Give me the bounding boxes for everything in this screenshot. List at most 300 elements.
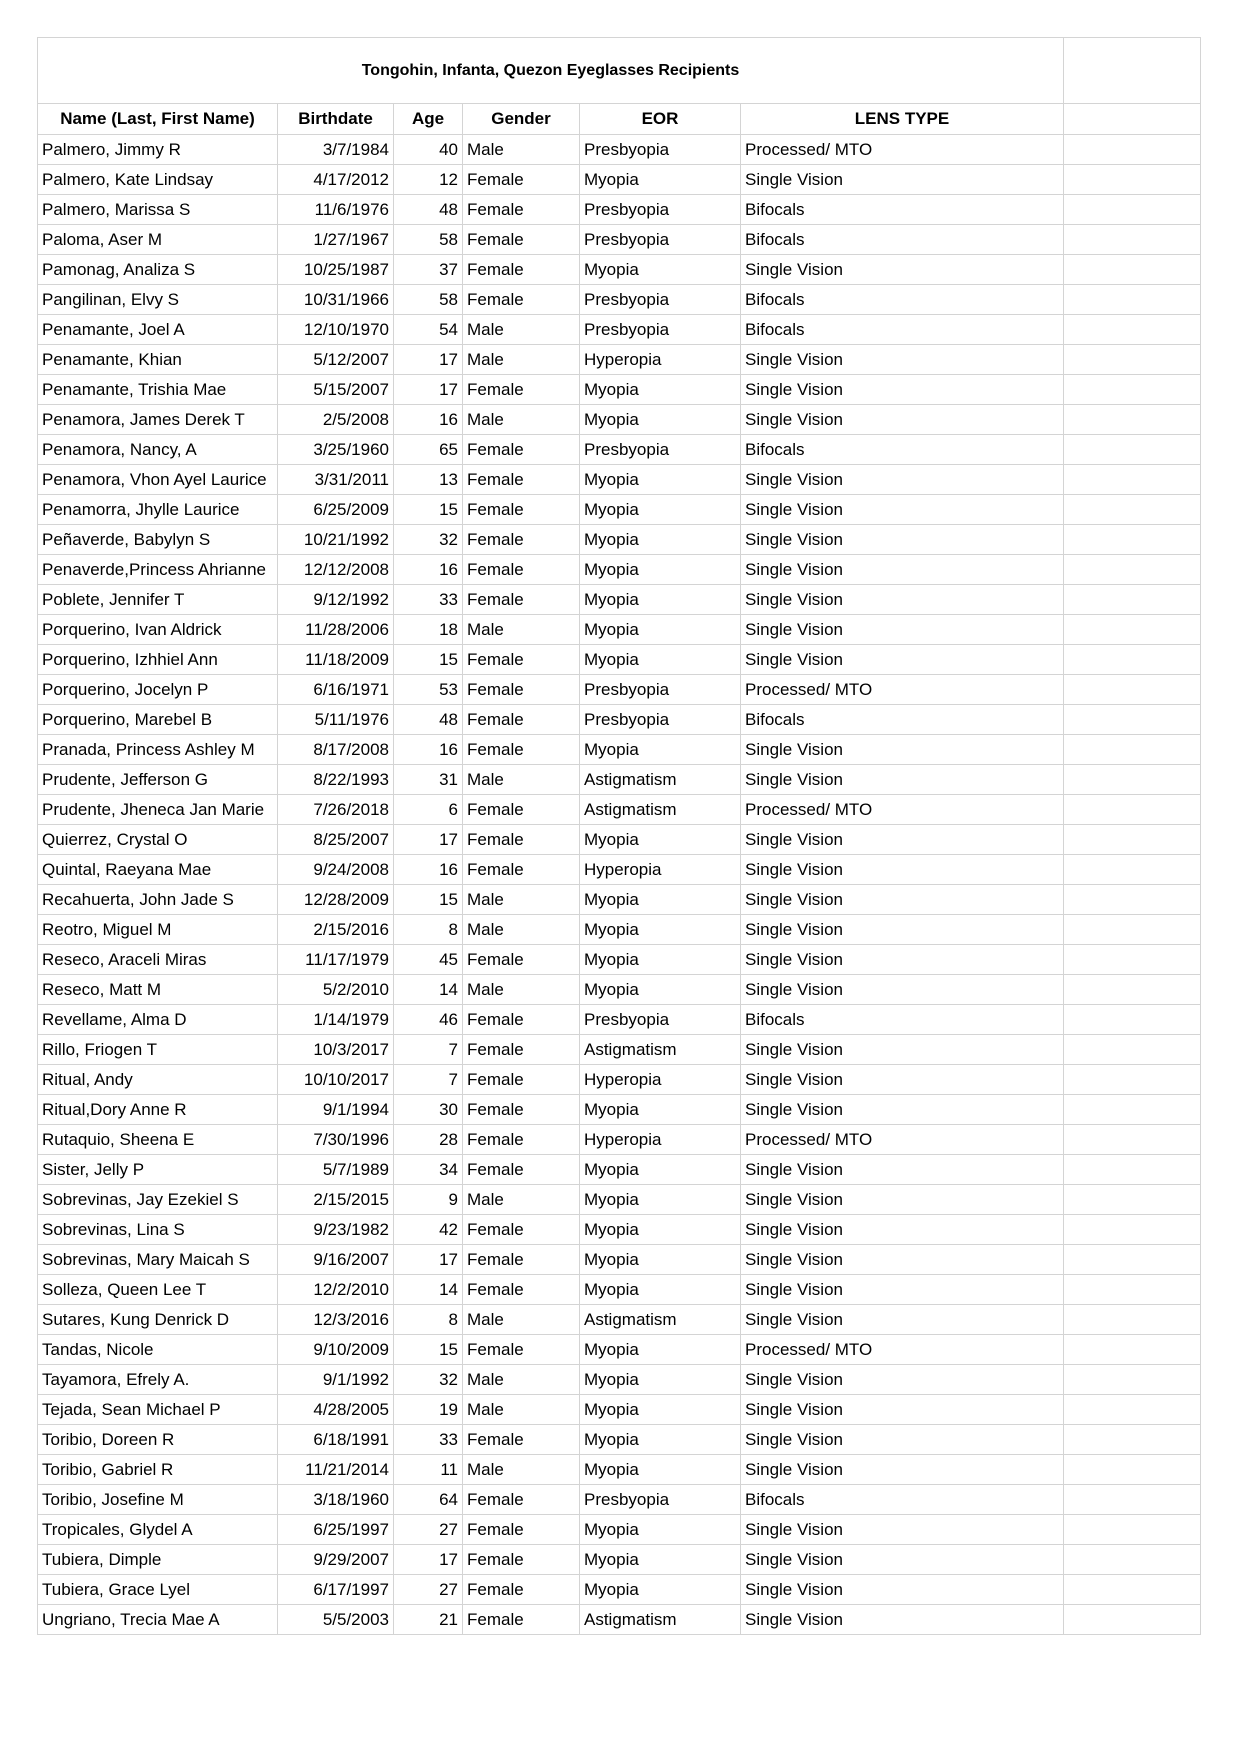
empty-cell: [1064, 1425, 1201, 1455]
eor-cell: Myopia: [580, 1185, 741, 1215]
empty-cell: [1064, 1305, 1201, 1335]
lens-type-cell: Single Vision: [741, 1275, 1064, 1305]
lens-type-cell: Processed/ MTO: [741, 1125, 1064, 1155]
name-cell: Palmero, Kate Lindsay: [38, 165, 278, 195]
empty-cell: [1064, 795, 1201, 825]
age-cell: 27: [394, 1515, 463, 1545]
age-cell: 58: [394, 225, 463, 255]
empty-cell: [1064, 1365, 1201, 1395]
age-cell: 15: [394, 1335, 463, 1365]
gender-cell: Female: [463, 1215, 580, 1245]
age-cell: 7: [394, 1035, 463, 1065]
lens-type-cell: Single Vision: [741, 1035, 1064, 1065]
age-cell: 40: [394, 135, 463, 165]
table-row: [38, 705, 1201, 735]
column-header-age: Age: [394, 104, 463, 135]
name-cell: Sutares, Kung Denrick D: [38, 1305, 278, 1335]
gender-cell: Female: [463, 195, 580, 225]
gender-cell: Female: [463, 1515, 580, 1545]
gender-cell: Female: [463, 1575, 580, 1605]
eor-cell: Hyperopia: [580, 855, 741, 885]
lens-type-cell: Single Vision: [741, 165, 1064, 195]
eor-cell: Myopia: [580, 1095, 741, 1125]
empty-cell: [1064, 255, 1201, 285]
name-cell: Toribio, Gabriel R: [38, 1455, 278, 1485]
age-cell: 30: [394, 1095, 463, 1125]
empty-cell: [1064, 165, 1201, 195]
lens-type-cell: Single Vision: [741, 1425, 1064, 1455]
birthdate-cell: 11/21/2014: [278, 1455, 394, 1485]
table-row: [38, 1275, 1201, 1305]
empty-cell: [1064, 855, 1201, 885]
birthdate-cell: 3/7/1984: [278, 135, 394, 165]
lens-type-cell: Processed/ MTO: [741, 795, 1064, 825]
name-cell: Penamante, Trishia Mae: [38, 375, 278, 405]
column-header-name: Name (Last, First Name): [38, 104, 278, 135]
gender-cell: Male: [463, 1185, 580, 1215]
empty-cell: [1064, 525, 1201, 555]
empty-cell: [1064, 104, 1201, 135]
name-cell: Ritual,Dory Anne R: [38, 1095, 278, 1125]
name-cell: Pangilinan, Elvy S: [38, 285, 278, 315]
gender-cell: Male: [463, 315, 580, 345]
lens-type-cell: Bifocals: [741, 1485, 1064, 1515]
lens-type-cell: Single Vision: [741, 255, 1064, 285]
empty-cell: [1064, 435, 1201, 465]
lens-type-cell: Single Vision: [741, 735, 1064, 765]
empty-cell: [1064, 1455, 1201, 1485]
table-row: [38, 345, 1201, 375]
empty-cell: [1064, 375, 1201, 405]
birthdate-cell: 9/29/2007: [278, 1545, 394, 1575]
gender-cell: Male: [463, 405, 580, 435]
eor-cell: Presbyopia: [580, 705, 741, 735]
name-cell: Solleza, Queen Lee T: [38, 1275, 278, 1305]
lens-type-cell: Single Vision: [741, 1185, 1064, 1215]
age-cell: 16: [394, 405, 463, 435]
lens-type-cell: Single Vision: [741, 375, 1064, 405]
gender-cell: Female: [463, 375, 580, 405]
birthdate-cell: 11/6/1976: [278, 195, 394, 225]
table-row: [38, 1125, 1201, 1155]
eor-cell: Myopia: [580, 615, 741, 645]
gender-cell: Female: [463, 945, 580, 975]
table-row: [38, 465, 1201, 495]
lens-type-cell: Bifocals: [741, 285, 1064, 315]
empty-cell: [1064, 1065, 1201, 1095]
age-cell: 15: [394, 645, 463, 675]
empty-cell: [1064, 1575, 1201, 1605]
table-row: [38, 615, 1201, 645]
birthdate-cell: 9/16/2007: [278, 1245, 394, 1275]
empty-cell: [1064, 825, 1201, 855]
birthdate-cell: 5/5/2003: [278, 1605, 394, 1635]
lens-type-cell: Single Vision: [741, 465, 1064, 495]
empty-cell: [1064, 885, 1201, 915]
table-row: [38, 1605, 1201, 1635]
lens-type-cell: Single Vision: [741, 1575, 1064, 1605]
birthdate-cell: 7/30/1996: [278, 1125, 394, 1155]
table-row: [38, 1365, 1201, 1395]
eor-cell: Myopia: [580, 465, 741, 495]
name-cell: Rillo, Friogen T: [38, 1035, 278, 1065]
birthdate-cell: 5/11/1976: [278, 705, 394, 735]
gender-cell: Female: [463, 165, 580, 195]
gender-cell: Female: [463, 1125, 580, 1155]
birthdate-cell: 10/25/1987: [278, 255, 394, 285]
birthdate-cell: 7/26/2018: [278, 795, 394, 825]
table-row: [38, 315, 1201, 345]
empty-cell: [1064, 195, 1201, 225]
eor-cell: Myopia: [580, 1515, 741, 1545]
lens-type-cell: Single Vision: [741, 1155, 1064, 1185]
name-cell: Prudente, Jefferson G: [38, 765, 278, 795]
gender-cell: Female: [463, 435, 580, 465]
gender-cell: Female: [463, 495, 580, 525]
eor-cell: Myopia: [580, 1575, 741, 1605]
empty-cell: [1064, 1395, 1201, 1425]
gender-cell: Female: [463, 555, 580, 585]
table-row: [38, 945, 1201, 975]
name-cell: Revellame, Alma D: [38, 1005, 278, 1035]
gender-cell: Female: [463, 1065, 580, 1095]
age-cell: 17: [394, 375, 463, 405]
empty-cell: [1064, 225, 1201, 255]
eor-cell: Myopia: [580, 1215, 741, 1245]
table-row: [38, 675, 1201, 705]
gender-cell: Male: [463, 1365, 580, 1395]
age-cell: 17: [394, 1245, 463, 1275]
title-row: [38, 38, 1201, 104]
eor-cell: Myopia: [580, 825, 741, 855]
age-cell: 32: [394, 525, 463, 555]
eor-cell: Myopia: [580, 1545, 741, 1575]
column-header-birthdate: Birthdate: [278, 104, 394, 135]
age-cell: 16: [394, 855, 463, 885]
birthdate-cell: 5/12/2007: [278, 345, 394, 375]
lens-type-cell: Processed/ MTO: [741, 675, 1064, 705]
column-header-lens-type: LENS TYPE: [741, 104, 1064, 135]
eor-cell: Myopia: [580, 1275, 741, 1305]
gender-cell: Female: [463, 255, 580, 285]
gender-cell: Female: [463, 825, 580, 855]
birthdate-cell: 3/18/1960: [278, 1485, 394, 1515]
name-cell: Sobrevinas, Lina S: [38, 1215, 278, 1245]
birthdate-cell: 9/24/2008: [278, 855, 394, 885]
eor-cell: Myopia: [580, 1455, 741, 1485]
empty-cell: [1064, 1485, 1201, 1515]
age-cell: 31: [394, 765, 463, 795]
name-cell: Ungriano, Trecia Mae A: [38, 1605, 278, 1635]
table-row: [38, 1305, 1201, 1335]
gender-cell: Female: [463, 735, 580, 765]
gender-cell: Male: [463, 915, 580, 945]
age-cell: 17: [394, 1545, 463, 1575]
birthdate-cell: 8/25/2007: [278, 825, 394, 855]
eor-cell: Myopia: [580, 645, 741, 675]
name-cell: Palmero, Jimmy R: [38, 135, 278, 165]
eor-cell: Presbyopia: [580, 195, 741, 225]
gender-cell: Female: [463, 1035, 580, 1065]
name-cell: Tandas, Nicole: [38, 1335, 278, 1365]
table-row: [38, 1515, 1201, 1545]
eor-cell: Myopia: [580, 405, 741, 435]
lens-type-cell: Bifocals: [741, 315, 1064, 345]
age-cell: 16: [394, 555, 463, 585]
empty-cell: [1064, 495, 1201, 525]
table-row: [38, 405, 1201, 435]
column-header-eor: EOR: [580, 104, 741, 135]
gender-cell: Female: [463, 285, 580, 315]
eor-cell: Astigmatism: [580, 1605, 741, 1635]
birthdate-cell: 8/22/1993: [278, 765, 394, 795]
birthdate-cell: 4/28/2005: [278, 1395, 394, 1425]
table-row: [38, 885, 1201, 915]
table-row: [38, 525, 1201, 555]
gender-cell: Female: [463, 1005, 580, 1035]
empty-cell: [1064, 615, 1201, 645]
table-row: [38, 735, 1201, 765]
lens-type-cell: Single Vision: [741, 345, 1064, 375]
name-cell: Peñaverde, Babylyn S: [38, 525, 278, 555]
table-row: [38, 1005, 1201, 1035]
empty-cell: [1064, 1245, 1201, 1275]
table-row: [38, 1455, 1201, 1485]
empty-cell: [1064, 345, 1201, 375]
name-cell: Toribio, Josefine M: [38, 1485, 278, 1515]
gender-cell: Female: [463, 1275, 580, 1305]
gender-cell: Male: [463, 615, 580, 645]
table-row: [38, 225, 1201, 255]
birthdate-cell: 9/23/1982: [278, 1215, 394, 1245]
name-cell: Reseco, Matt M: [38, 975, 278, 1005]
birthdate-cell: 12/10/1970: [278, 315, 394, 345]
eor-cell: Astigmatism: [580, 795, 741, 825]
table-row: [38, 435, 1201, 465]
birthdate-cell: 3/31/2011: [278, 465, 394, 495]
eor-cell: Myopia: [580, 1365, 741, 1395]
name-cell: Tubiera, Dimple: [38, 1545, 278, 1575]
lens-type-cell: Single Vision: [741, 495, 1064, 525]
table-row: [38, 285, 1201, 315]
empty-cell: [1064, 705, 1201, 735]
name-cell: Pamonag, Analiza S: [38, 255, 278, 285]
birthdate-cell: 12/3/2016: [278, 1305, 394, 1335]
name-cell: Recahuerta, John Jade S: [38, 885, 278, 915]
birthdate-cell: 10/3/2017: [278, 1035, 394, 1065]
lens-type-cell: Single Vision: [741, 885, 1064, 915]
empty-cell: [1064, 405, 1201, 435]
empty-cell: [1064, 1605, 1201, 1635]
empty-cell: [1064, 1125, 1201, 1155]
empty-cell: [1064, 1035, 1201, 1065]
recipients-table: [37, 37, 1201, 1635]
table-row: [38, 585, 1201, 615]
age-cell: 6: [394, 795, 463, 825]
lens-type-cell: Single Vision: [741, 1455, 1064, 1485]
lens-type-cell: Single Vision: [741, 855, 1064, 885]
eor-cell: Myopia: [580, 525, 741, 555]
empty-cell: [1064, 1515, 1201, 1545]
gender-cell: Female: [463, 525, 580, 555]
table-row: [38, 165, 1201, 195]
name-cell: Ritual, Andy: [38, 1065, 278, 1095]
lens-type-cell: Single Vision: [741, 405, 1064, 435]
gender-cell: Female: [463, 1155, 580, 1185]
table-row: [38, 1575, 1201, 1605]
age-cell: 33: [394, 1425, 463, 1455]
age-cell: 14: [394, 1275, 463, 1305]
lens-type-cell: Processed/ MTO: [741, 135, 1064, 165]
age-cell: 46: [394, 1005, 463, 1035]
eor-cell: Myopia: [580, 585, 741, 615]
eor-cell: Myopia: [580, 735, 741, 765]
eor-cell: Myopia: [580, 255, 741, 285]
birthdate-cell: 2/15/2016: [278, 915, 394, 945]
name-cell: Penamante, Khian: [38, 345, 278, 375]
lens-type-cell: Single Vision: [741, 1365, 1064, 1395]
eor-cell: Myopia: [580, 915, 741, 945]
eor-cell: Presbyopia: [580, 135, 741, 165]
lens-type-cell: Single Vision: [741, 915, 1064, 945]
eor-cell: Hyperopia: [580, 1065, 741, 1095]
birthdate-cell: 8/17/2008: [278, 735, 394, 765]
gender-cell: Female: [463, 1425, 580, 1455]
table-row: [38, 855, 1201, 885]
age-cell: 18: [394, 615, 463, 645]
gender-cell: Male: [463, 1455, 580, 1485]
birthdate-cell: 6/18/1991: [278, 1425, 394, 1455]
age-cell: 8: [394, 915, 463, 945]
table-row: [38, 1485, 1201, 1515]
empty-cell: [1064, 1155, 1201, 1185]
birthdate-cell: 4/17/2012: [278, 165, 394, 195]
birthdate-cell: 6/17/1997: [278, 1575, 394, 1605]
gender-cell: Female: [463, 1095, 580, 1125]
name-cell: Porquerino, Ivan Aldrick: [38, 615, 278, 645]
eor-cell: Myopia: [580, 375, 741, 405]
age-cell: 37: [394, 255, 463, 285]
eor-cell: Myopia: [580, 165, 741, 195]
name-cell: Sister, Jelly P: [38, 1155, 278, 1185]
age-cell: 16: [394, 735, 463, 765]
age-cell: 8: [394, 1305, 463, 1335]
birthdate-cell: 1/14/1979: [278, 1005, 394, 1035]
age-cell: 17: [394, 345, 463, 375]
lens-type-cell: Bifocals: [741, 195, 1064, 225]
lens-type-cell: Single Vision: [741, 1065, 1064, 1095]
lens-type-cell: Single Vision: [741, 585, 1064, 615]
column-header-gender: Gender: [463, 104, 580, 135]
eor-cell: Myopia: [580, 1425, 741, 1455]
gender-cell: Male: [463, 765, 580, 795]
eor-cell: Presbyopia: [580, 1005, 741, 1035]
empty-cell: [1064, 735, 1201, 765]
name-cell: Toribio, Doreen R: [38, 1425, 278, 1455]
age-cell: 19: [394, 1395, 463, 1425]
gender-cell: Male: [463, 885, 580, 915]
lens-type-cell: Single Vision: [741, 1305, 1064, 1335]
age-cell: 15: [394, 885, 463, 915]
table-row: [38, 1185, 1201, 1215]
empty-cell: [1064, 765, 1201, 795]
gender-cell: Male: [463, 345, 580, 375]
table-row: [38, 1215, 1201, 1245]
age-cell: 13: [394, 465, 463, 495]
eor-cell: Myopia: [580, 1395, 741, 1425]
eor-cell: Myopia: [580, 885, 741, 915]
gender-cell: Male: [463, 135, 580, 165]
age-cell: 21: [394, 1605, 463, 1635]
age-cell: 53: [394, 675, 463, 705]
lens-type-cell: Single Vision: [741, 825, 1064, 855]
empty-cell: [1064, 675, 1201, 705]
age-cell: 45: [394, 945, 463, 975]
age-cell: 9: [394, 1185, 463, 1215]
name-cell: Prudente, Jheneca Jan Marie: [38, 795, 278, 825]
birthdate-cell: 11/28/2006: [278, 615, 394, 645]
table-row: [38, 1065, 1201, 1095]
age-cell: 48: [394, 195, 463, 225]
birthdate-cell: 5/7/1989: [278, 1155, 394, 1185]
gender-cell: Female: [463, 1335, 580, 1365]
eor-cell: Astigmatism: [580, 1305, 741, 1335]
age-cell: 48: [394, 705, 463, 735]
name-cell: Paloma, Aser M: [38, 225, 278, 255]
table-row: [38, 1155, 1201, 1185]
eor-cell: Myopia: [580, 1335, 741, 1365]
empty-cell: [1064, 315, 1201, 345]
table-body: [38, 135, 1201, 1635]
table-row: [38, 1095, 1201, 1125]
gender-cell: Female: [463, 795, 580, 825]
birthdate-cell: 11/18/2009: [278, 645, 394, 675]
gender-cell: Female: [463, 645, 580, 675]
lens-type-cell: Single Vision: [741, 555, 1064, 585]
birthdate-cell: 6/16/1971: [278, 675, 394, 705]
age-cell: 34: [394, 1155, 463, 1185]
birthdate-cell: 11/17/1979: [278, 945, 394, 975]
age-cell: 65: [394, 435, 463, 465]
birthdate-cell: 12/2/2010: [278, 1275, 394, 1305]
empty-cell: [1064, 465, 1201, 495]
lens-type-cell: Single Vision: [741, 975, 1064, 1005]
name-cell: Pranada, Princess Ashley M: [38, 735, 278, 765]
empty-cell: [1064, 1095, 1201, 1125]
age-cell: 58: [394, 285, 463, 315]
eor-cell: Presbyopia: [580, 1485, 741, 1515]
table-row: [38, 1545, 1201, 1575]
name-cell: Tropicales, Glydel A: [38, 1515, 278, 1545]
lens-type-cell: Processed/ MTO: [741, 1335, 1064, 1365]
table-row: [38, 255, 1201, 285]
gender-cell: Female: [463, 225, 580, 255]
name-cell: Sobrevinas, Mary Maicah S: [38, 1245, 278, 1275]
name-cell: Porquerino, Izhhiel Ann: [38, 645, 278, 675]
table-row: [38, 645, 1201, 675]
birthdate-cell: 9/10/2009: [278, 1335, 394, 1365]
table-row: [38, 555, 1201, 585]
age-cell: 15: [394, 495, 463, 525]
empty-cell: [1064, 1545, 1201, 1575]
empty-cell: [1064, 1275, 1201, 1305]
birthdate-cell: 10/10/2017: [278, 1065, 394, 1095]
empty-cell: [1064, 585, 1201, 615]
eor-cell: Presbyopia: [580, 435, 741, 465]
eor-cell: Myopia: [580, 495, 741, 525]
lens-type-cell: Single Vision: [741, 1545, 1064, 1575]
table-row: [38, 1425, 1201, 1455]
